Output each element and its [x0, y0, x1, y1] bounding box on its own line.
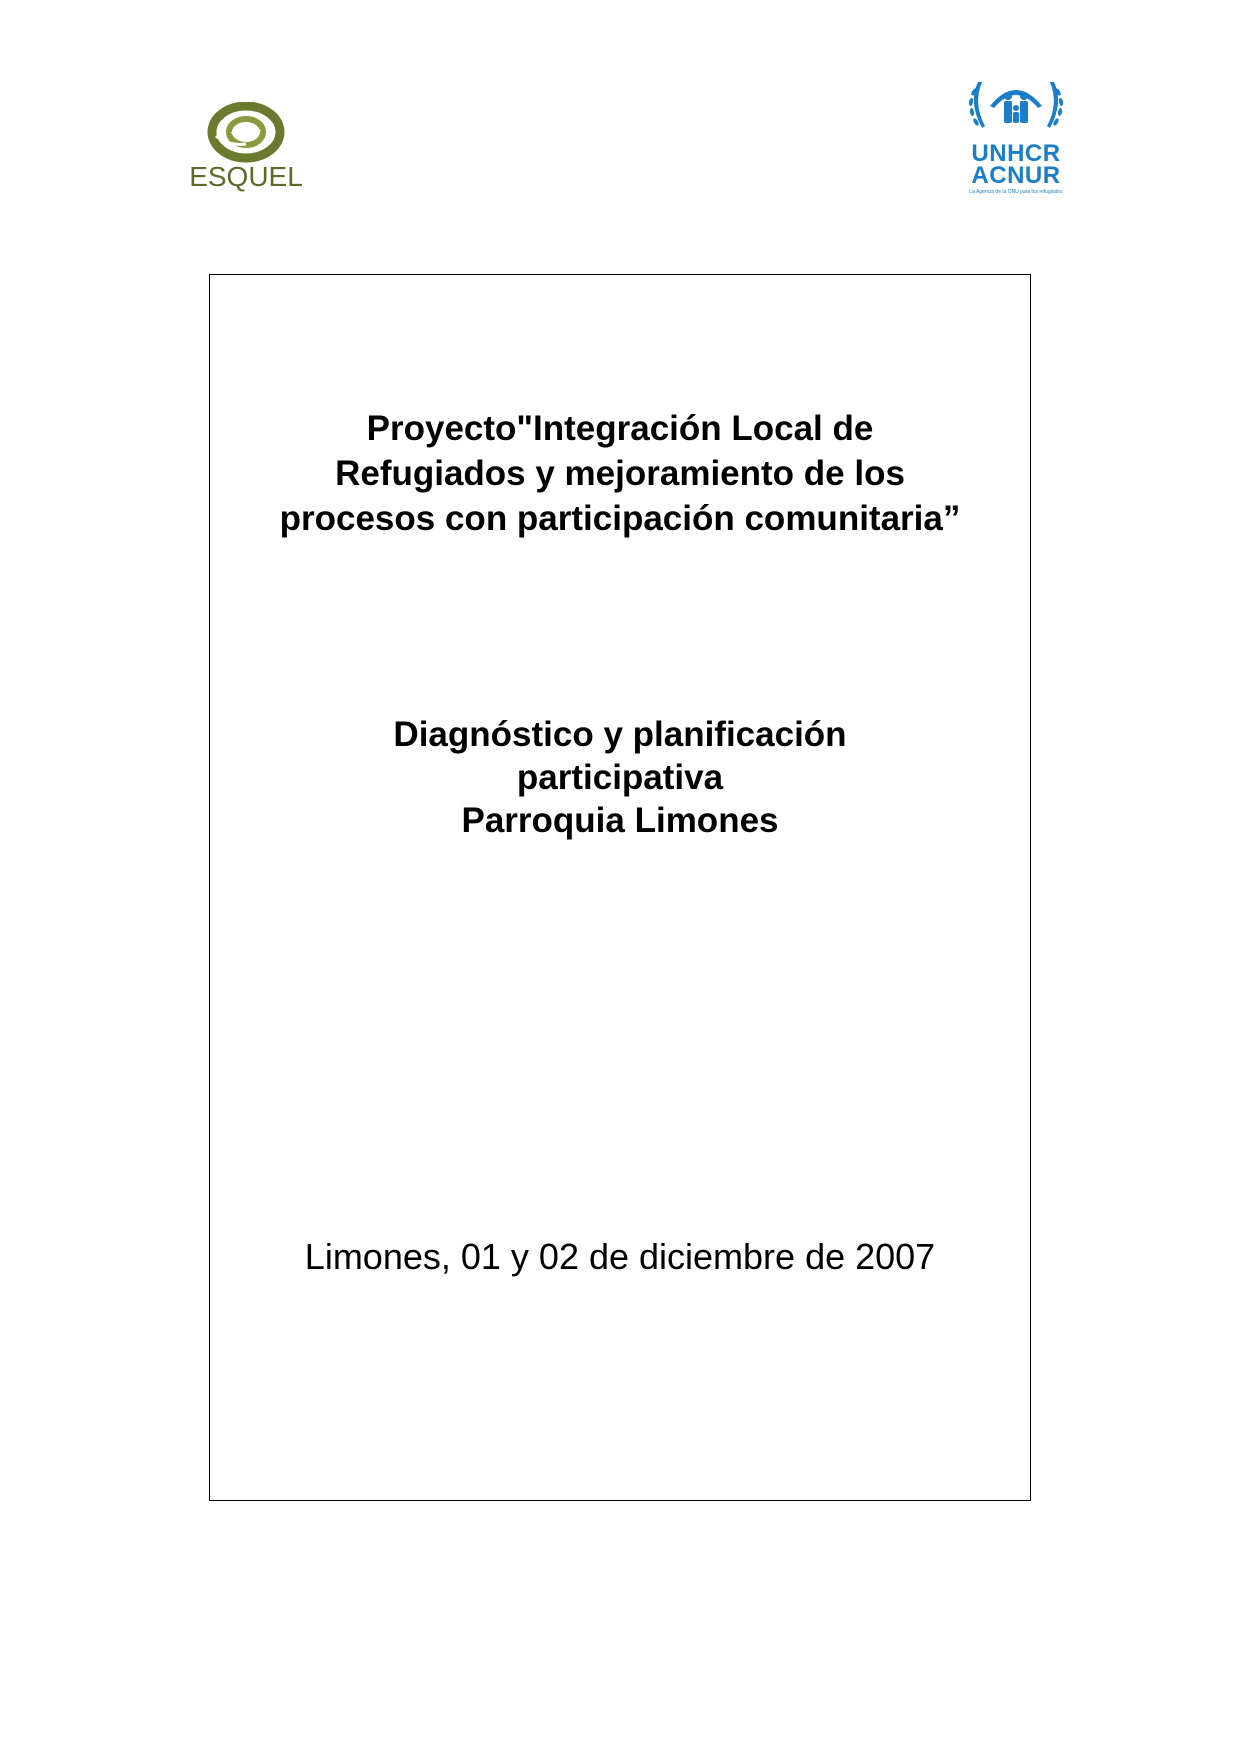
project-title-line: Refugiados y mejoramiento de los — [335, 454, 905, 493]
unhcr-tagline: La Agencia de la ONU para los refugiados — [969, 189, 1063, 195]
project-title-line: Proyecto"Integración Local de — [366, 409, 874, 448]
unhcr-emblem-icon — [960, 72, 1072, 140]
unhcr-logo — [960, 72, 1072, 200]
esquel-wordmark: ESQUEL — [189, 161, 303, 192]
project-title-line: procesos con participación comunitaria” — [279, 499, 961, 538]
subtitle-line: Parroquia Limones — [461, 801, 779, 840]
esquel-logo — [176, 102, 316, 194]
project-title — [210, 406, 1030, 541]
acnur-wordmark: ACNUR — [971, 162, 1061, 189]
subtitle-line: Diagnóstico y planificación — [393, 715, 847, 754]
unhcr-wordmark: UNHCR — [971, 140, 1061, 167]
esquel-emblem-icon — [176, 102, 316, 164]
subtitle-line: participativa — [516, 758, 724, 797]
document-subtitle — [210, 713, 1030, 842]
place-and-date: Limones, 01 y 02 de diciembre de 2007 — [304, 1236, 936, 1277]
cover-frame — [209, 274, 1031, 1501]
